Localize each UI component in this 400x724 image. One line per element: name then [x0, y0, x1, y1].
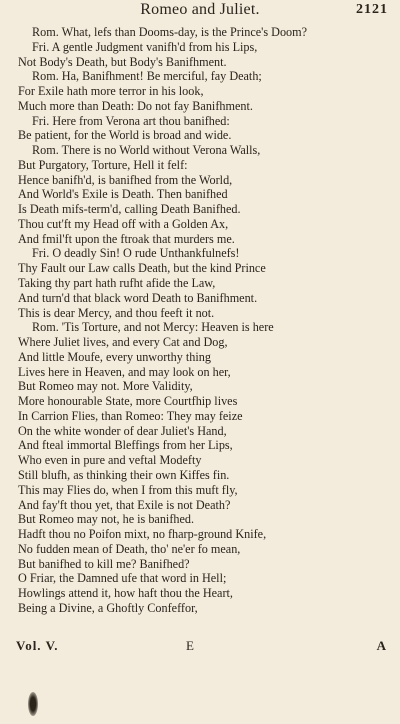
text-line: This is dear Mercy, and thou feeft it not.: [18, 305, 215, 320]
text-line: Thou cut'ft my Head off with a Golden Ax,: [18, 216, 229, 231]
text-line: But Purgatory, Torture, Hell it felf:: [18, 157, 188, 172]
text-line: But banifhed to kill me? Banifhed?: [18, 556, 190, 571]
text-line: Fri. O deadly Sin! O rude Unthankfulnefs!: [32, 246, 240, 261]
text-line: Howlings attend it, how haft thou the Heart,: [18, 586, 233, 601]
ink-blot: [28, 692, 38, 716]
play-text: [18, 25, 394, 616]
text-line: Hadft thou no Poifon mixt, no fharp-ground Knife,: [18, 527, 267, 542]
text-line: Is Death mifs-term'd, calling Death Banifhed.: [18, 202, 241, 217]
text-line: In Carrion Flies, than Romeo: They may feize: [18, 408, 243, 423]
text-line: And turn'd that black word Death to Banifhment.: [18, 290, 258, 305]
text-line: Fri. A gentle Judgment vanifh'd from his Lips,: [32, 39, 258, 54]
page-number: 2121: [356, 2, 388, 17]
text-line: Rom. What, lefs than Dooms-day, is the Prince's Doom?: [32, 25, 308, 39]
text-line: And little Moufe, every unworthy thing: [18, 349, 211, 364]
text-line: For Exile hath more terror in his look,: [18, 84, 204, 99]
text-line: Fri. Here from Verona art thou banifhed:: [32, 113, 230, 128]
text-line: Who even in pure and veftal Modefty: [18, 453, 202, 468]
catchword: A: [376, 638, 386, 653]
text-line: And fmil'ft upon the ftroak that murders me.: [18, 231, 235, 246]
text-line: No fudden mean of Death, tho' ne'er fo mean,: [18, 541, 241, 556]
text-line: And World's Exile is Death. Then banifhed: [18, 187, 228, 202]
text-line: Hence banifh'd, is banifhed from the World,: [18, 172, 233, 187]
text-line: But Romeo may not, he is banifhed.: [18, 512, 195, 527]
text-line: Taking thy part hath rufht afide the Law,: [18, 276, 216, 291]
text-line: Thy Fault our Law calls Death, but the kind Prince: [18, 261, 266, 276]
text-line: And fteal immortal Bleffings from her Lips,: [18, 438, 233, 453]
text-line: Still blufh, as thinking their own Kiffes fin.: [18, 467, 230, 482]
text-line: More honourable State, more Courtfhip lives: [18, 394, 238, 409]
text-line: This may Flies do, when I from this muft fly,: [18, 482, 238, 497]
text-line: Rom. 'Tis Torture, and not Mercy: Heaven is here: [32, 320, 274, 335]
text-line: On the white wonder of dear Juliet's Hand,: [18, 423, 227, 438]
text-line: Being a Divine, a Ghoftly Confeffor,: [18, 600, 198, 615]
text-line: But Romeo may not. More Validity,: [18, 379, 193, 394]
text-line: O Friar, the Damned ufe that word in Hell;: [18, 571, 227, 586]
text-line: Be patient, for the World is broad and wide.: [18, 128, 232, 143]
text-line: Much more than Death: Do not fay Banifhment.: [18, 98, 253, 113]
text-line: Rom. There is no World without Verona Walls,: [32, 143, 261, 158]
page-footer: [16, 638, 386, 654]
text-line: And fay'ft thou yet, that Exile is not Death?: [18, 497, 231, 512]
volume-signature: Vol. V.: [16, 638, 59, 653]
running-title: Romeo and Juliet.: [140, 1, 260, 18]
text-line: Where Juliet lives, and every Cat and Dog,: [18, 335, 228, 350]
page-header: [0, 1, 400, 19]
text-line: Lives here in Heaven, and may look on her,: [18, 364, 231, 379]
signature-mark: E: [186, 638, 194, 653]
text-line: Rom. Ha, Banifhment! Be merciful, fay Death;: [32, 69, 262, 84]
text-line: Not Body's Death, but Body's Banifhment.: [18, 54, 227, 69]
